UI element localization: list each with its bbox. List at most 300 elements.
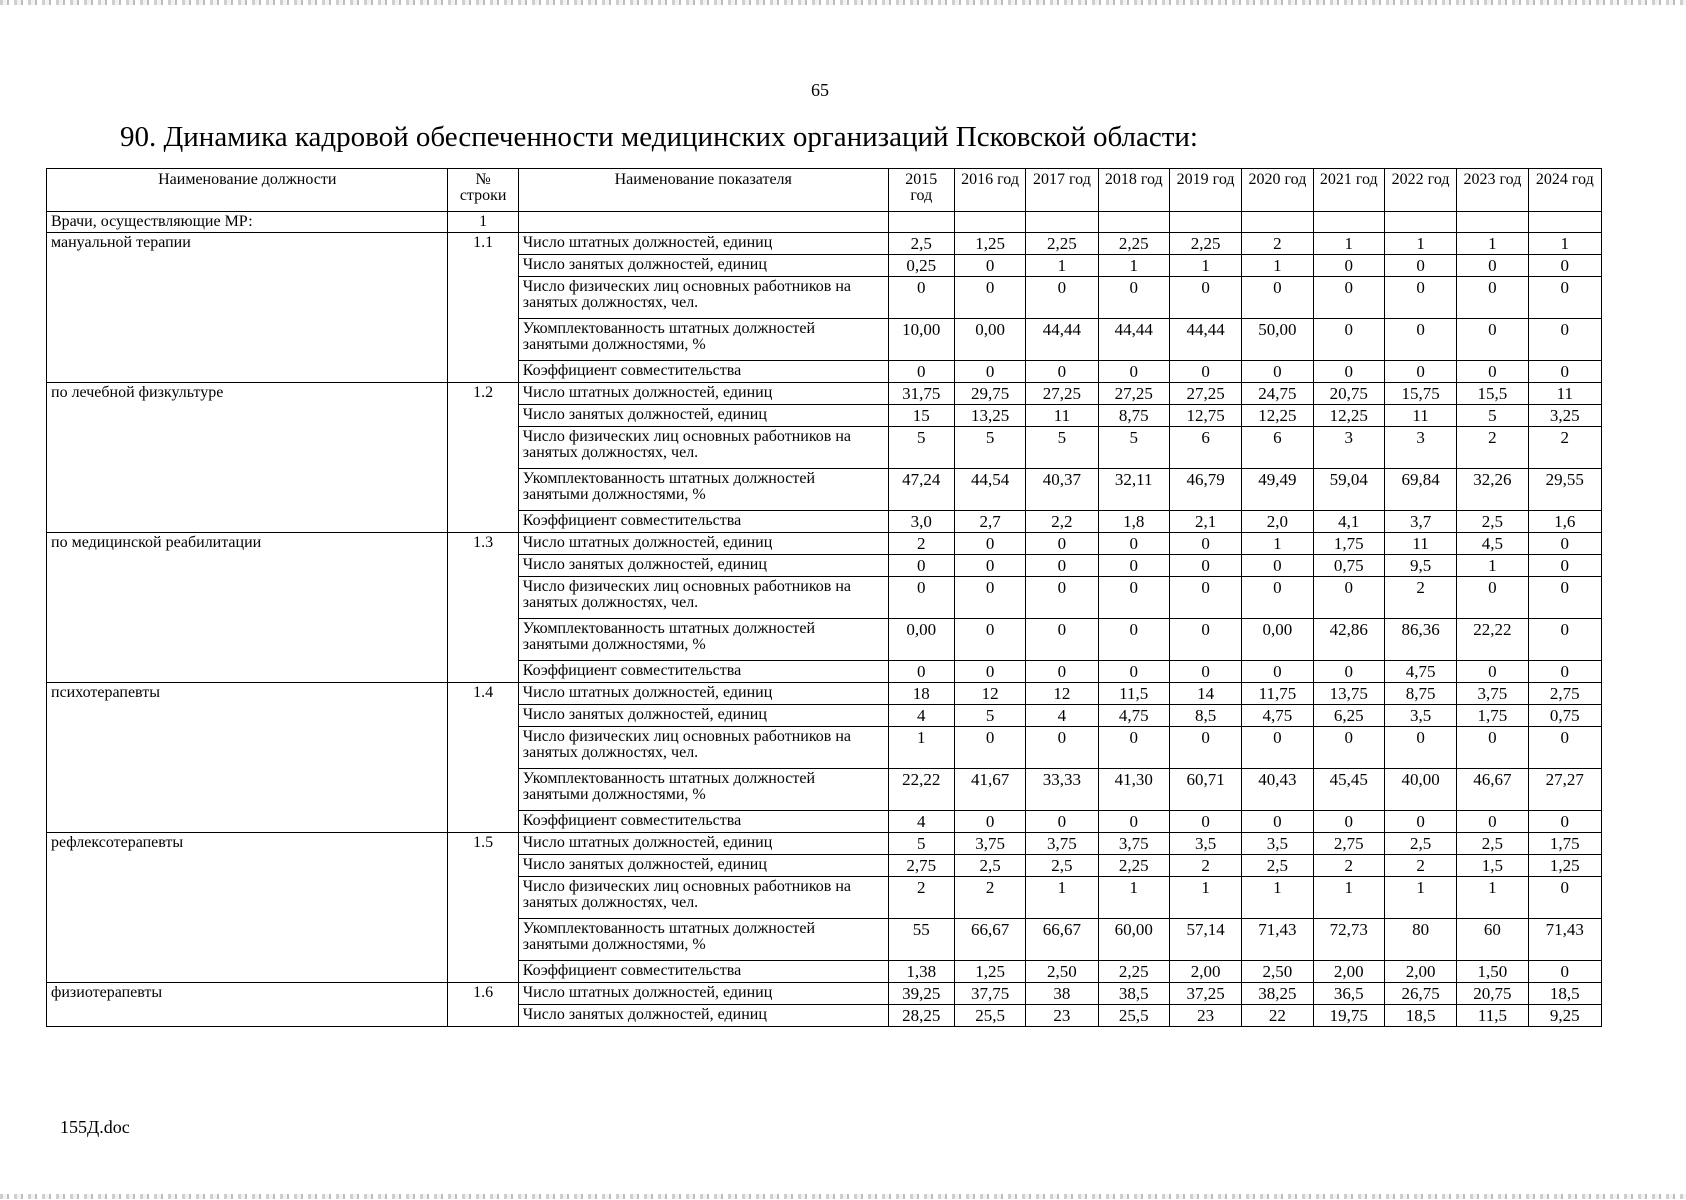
value-cell: 24,75	[1242, 383, 1313, 405]
value-cell: 2,25	[1098, 961, 1169, 983]
value-cell: 9,25	[1528, 1005, 1601, 1027]
value-cell: 0	[1026, 619, 1098, 661]
table-body	[47, 212, 1602, 1027]
empty-cell	[1528, 212, 1601, 233]
value-cell: 2,00	[1384, 961, 1456, 983]
position-name: мануальной терапии	[47, 233, 448, 383]
value-cell: 2,5	[888, 233, 954, 255]
value-cell: 1	[1457, 555, 1528, 577]
value-cell: 12	[954, 683, 1025, 705]
value-cell: 25,5	[1098, 1005, 1169, 1027]
value-cell: 1	[888, 727, 954, 769]
value-cell: 2	[1457, 427, 1528, 469]
value-cell: 0	[1098, 533, 1169, 555]
value-cell: 5	[954, 705, 1025, 727]
indicator-label: Число занятых должностей, единиц	[518, 1005, 888, 1027]
value-cell: 2,2	[1026, 511, 1098, 533]
value-cell: 1,25	[954, 233, 1025, 255]
empty-cell	[888, 212, 954, 233]
value-cell: 5	[888, 833, 954, 855]
indicator-label: Число физических лиц основных работников на занятых должностях, чел.	[518, 277, 888, 319]
value-cell: 0	[954, 811, 1025, 833]
value-cell: 2,5	[1384, 833, 1456, 855]
value-cell: 2	[888, 533, 954, 555]
value-cell: 41,30	[1098, 769, 1169, 811]
indicator-label: Число физических лиц основных работников на занятых должностях, чел.	[518, 577, 888, 619]
value-cell: 0	[1313, 277, 1384, 319]
indicator-label: Число физических лиц основных работников на занятых должностях, чел.	[518, 427, 888, 469]
value-cell: 0	[954, 533, 1025, 555]
header-year: 2016 год	[954, 169, 1025, 212]
value-cell: 0	[1026, 277, 1098, 319]
value-cell: 0	[1026, 361, 1098, 383]
indicator-label: Число занятых должностей, единиц	[518, 705, 888, 727]
value-cell: 0	[1384, 319, 1456, 361]
row-code: 1.4	[448, 683, 518, 833]
value-cell: 18,5	[1384, 1005, 1456, 1027]
value-cell: 0	[1528, 555, 1601, 577]
value-cell: 2,7	[954, 511, 1025, 533]
value-cell: 1,50	[1457, 961, 1528, 983]
value-cell: 0	[954, 277, 1025, 319]
value-cell: 0	[1384, 361, 1456, 383]
table-row	[47, 533, 1602, 555]
value-cell: 1	[1528, 233, 1601, 255]
value-cell: 0	[1457, 277, 1528, 319]
indicator-label: Коэффициент совместительства	[518, 811, 888, 833]
value-cell: 0	[888, 361, 954, 383]
value-cell: 1,25	[954, 961, 1025, 983]
value-cell: 0	[1242, 577, 1313, 619]
value-cell: 0	[1528, 811, 1601, 833]
value-cell: 26,75	[1384, 983, 1456, 1005]
value-cell: 15,75	[1384, 383, 1456, 405]
value-cell: 0	[954, 255, 1025, 277]
header-year: 2021 год	[1313, 169, 1384, 212]
value-cell: 1	[1313, 233, 1384, 255]
indicator-label: Число штатных должностей, единиц	[518, 833, 888, 855]
value-cell: 57,14	[1169, 919, 1241, 961]
value-cell: 3	[1384, 427, 1456, 469]
value-cell: 1	[1026, 877, 1098, 919]
position-name: психотерапевты	[47, 683, 448, 833]
value-cell: 22	[1242, 1005, 1313, 1027]
value-cell: 2,5	[1457, 833, 1528, 855]
value-cell: 2,75	[1528, 683, 1601, 705]
value-cell: 2	[954, 877, 1025, 919]
value-cell: 1,75	[1528, 833, 1601, 855]
value-cell: 3,0	[888, 511, 954, 533]
value-cell: 5	[954, 427, 1025, 469]
value-cell: 22,22	[888, 769, 954, 811]
value-cell: 12,25	[1242, 405, 1313, 427]
empty-cell	[1026, 212, 1098, 233]
value-cell: 0	[1313, 255, 1384, 277]
value-cell: 32,26	[1457, 469, 1528, 511]
value-cell: 3,25	[1528, 405, 1601, 427]
value-cell: 8,5	[1169, 705, 1241, 727]
value-cell: 71,43	[1242, 919, 1313, 961]
value-cell: 0	[1169, 577, 1241, 619]
value-cell: 0	[1098, 277, 1169, 319]
table-header-row	[47, 169, 1602, 212]
value-cell: 0	[1026, 577, 1098, 619]
header-year: 2017 год	[1026, 169, 1098, 212]
indicator-label: Число штатных должностей, единиц	[518, 383, 888, 405]
empty-cell	[1313, 212, 1384, 233]
value-cell: 41,67	[954, 769, 1025, 811]
value-cell: 1	[1457, 877, 1528, 919]
row-code: 1.5	[448, 833, 518, 983]
empty-cell	[1098, 212, 1169, 233]
value-cell: 0	[1098, 619, 1169, 661]
empty-cell	[518, 212, 888, 233]
value-cell: 0	[1313, 727, 1384, 769]
value-cell: 0	[888, 661, 954, 683]
value-cell: 1,6	[1528, 511, 1601, 533]
value-cell: 80	[1384, 919, 1456, 961]
value-cell: 0	[1528, 961, 1601, 983]
value-cell: 1	[1457, 233, 1528, 255]
value-cell: 44,44	[1169, 319, 1241, 361]
value-cell: 0	[888, 277, 954, 319]
value-cell: 18,5	[1528, 983, 1601, 1005]
value-cell: 0	[1528, 361, 1601, 383]
value-cell: 1	[1242, 533, 1313, 555]
position-name: рефлексотерапевты	[47, 833, 448, 983]
value-cell: 10,00	[888, 319, 954, 361]
indicator-label: Укомплектованность штатных должностей занятыми должностями, %	[518, 319, 888, 361]
value-cell: 15,5	[1457, 383, 1528, 405]
value-cell: 40,37	[1026, 469, 1098, 511]
value-cell: 3,5	[1242, 833, 1313, 855]
value-cell: 0	[1457, 361, 1528, 383]
value-cell: 1	[1169, 255, 1241, 277]
value-cell: 55	[888, 919, 954, 961]
value-cell: 0	[954, 619, 1025, 661]
value-cell: 0	[1026, 811, 1098, 833]
value-cell: 12,25	[1313, 405, 1384, 427]
table-row	[47, 833, 1602, 855]
group-code: 1	[448, 212, 518, 233]
value-cell: 0	[1528, 619, 1601, 661]
value-cell: 0	[1457, 319, 1528, 361]
indicator-label: Число штатных должностей, единиц	[518, 683, 888, 705]
value-cell: 60,00	[1098, 919, 1169, 961]
value-cell: 40,00	[1384, 769, 1456, 811]
value-cell: 19,75	[1313, 1005, 1384, 1027]
value-cell: 2,1	[1169, 511, 1241, 533]
value-cell: 1,5	[1457, 855, 1528, 877]
table-row	[47, 683, 1602, 705]
value-cell: 44,44	[1098, 319, 1169, 361]
value-cell: 5	[1098, 427, 1169, 469]
table-row	[47, 233, 1602, 255]
value-cell: 46,79	[1169, 469, 1241, 511]
value-cell: 1	[1384, 233, 1456, 255]
header-year: 2024 год	[1528, 169, 1601, 212]
table-row	[47, 983, 1602, 1005]
value-cell: 0	[1528, 533, 1601, 555]
value-cell: 47,24	[888, 469, 954, 511]
value-cell: 0	[1384, 255, 1456, 277]
empty-cell	[1457, 212, 1528, 233]
value-cell: 38,25	[1242, 983, 1313, 1005]
value-cell: 2	[888, 877, 954, 919]
value-cell: 13,25	[954, 405, 1025, 427]
value-cell: 0	[1384, 811, 1456, 833]
position-name: по медицинской реабилитации	[47, 533, 448, 683]
value-cell: 2,25	[1026, 233, 1098, 255]
staffing-table	[46, 168, 1602, 1027]
value-cell: 22,22	[1457, 619, 1528, 661]
value-cell: 0	[1169, 661, 1241, 683]
indicator-label: Коэффициент совместительства	[518, 961, 888, 983]
value-cell: 29,75	[954, 383, 1025, 405]
value-cell: 18	[888, 683, 954, 705]
value-cell: 59,04	[1313, 469, 1384, 511]
value-cell: 31,75	[888, 383, 954, 405]
value-cell: 2	[1384, 855, 1456, 877]
header-year: 2023 год	[1457, 169, 1528, 212]
value-cell: 1	[1169, 877, 1241, 919]
value-cell: 1	[1384, 877, 1456, 919]
value-cell: 12,75	[1169, 405, 1241, 427]
value-cell: 60	[1457, 919, 1528, 961]
value-cell: 2,25	[1098, 233, 1169, 255]
value-cell: 40,43	[1242, 769, 1313, 811]
row-code: 1.3	[448, 533, 518, 683]
value-cell: 4,75	[1098, 705, 1169, 727]
value-cell: 38	[1026, 983, 1098, 1005]
value-cell: 2,00	[1169, 961, 1241, 983]
indicator-label: Число штатных должностей, единиц	[518, 983, 888, 1005]
indicator-label: Укомплектованность штатных должностей занятыми должностями, %	[518, 919, 888, 961]
indicator-label: Число штатных должностей, единиц	[518, 533, 888, 555]
value-cell: 11	[1528, 383, 1601, 405]
value-cell: 66,67	[1026, 919, 1098, 961]
value-cell: 42,86	[1313, 619, 1384, 661]
value-cell: 0	[888, 555, 954, 577]
value-cell: 66,67	[954, 919, 1025, 961]
value-cell: 3,75	[1457, 683, 1528, 705]
value-cell: 0	[1098, 361, 1169, 383]
value-cell: 29,55	[1528, 469, 1601, 511]
value-cell: 0	[1098, 577, 1169, 619]
value-cell: 11,5	[1098, 683, 1169, 705]
value-cell: 3,7	[1384, 511, 1456, 533]
value-cell: 0	[1242, 555, 1313, 577]
value-cell: 8,75	[1098, 405, 1169, 427]
value-cell: 2,0	[1242, 511, 1313, 533]
value-cell: 0,00	[1242, 619, 1313, 661]
value-cell: 3,75	[954, 833, 1025, 855]
value-cell: 2	[1313, 855, 1384, 877]
value-cell: 0	[1313, 361, 1384, 383]
value-cell: 11,75	[1242, 683, 1313, 705]
value-cell: 5	[1457, 405, 1528, 427]
value-cell: 1	[1098, 255, 1169, 277]
value-cell: 1,38	[888, 961, 954, 983]
value-cell: 0	[954, 555, 1025, 577]
value-cell: 3,5	[1384, 705, 1456, 727]
value-cell: 3,75	[1026, 833, 1098, 855]
indicator-label: Коэффициент совместительства	[518, 511, 888, 533]
value-cell: 2,5	[954, 855, 1025, 877]
value-cell: 69,84	[1384, 469, 1456, 511]
value-cell: 1,25	[1528, 855, 1601, 877]
value-cell: 39,25	[888, 983, 954, 1005]
group-row	[47, 212, 1602, 233]
value-cell: 2,50	[1026, 961, 1098, 983]
value-cell: 0	[954, 577, 1025, 619]
header-year: 2019 год	[1169, 169, 1241, 212]
value-cell: 2	[1384, 577, 1456, 619]
value-cell: 6,25	[1313, 705, 1384, 727]
value-cell: 0	[1313, 319, 1384, 361]
value-cell: 1,8	[1098, 511, 1169, 533]
header-position: Наименование должности	[47, 169, 448, 212]
value-cell: 0,00	[954, 319, 1025, 361]
value-cell: 0	[1457, 577, 1528, 619]
value-cell: 0	[1528, 661, 1601, 683]
value-cell: 13,75	[1313, 683, 1384, 705]
header-year: 2018 год	[1098, 169, 1169, 212]
value-cell: 0	[1098, 661, 1169, 683]
header-year: 2020 год	[1242, 169, 1313, 212]
indicator-label: Число занятых должностей, единиц	[518, 405, 888, 427]
row-code: 1.1	[448, 233, 518, 383]
header-indicator: Наименование показателя	[518, 169, 888, 212]
value-cell: 1	[1098, 877, 1169, 919]
value-cell: 0	[1384, 727, 1456, 769]
value-cell: 0	[1313, 661, 1384, 683]
value-cell: 0	[888, 577, 954, 619]
value-cell: 0	[1457, 727, 1528, 769]
value-cell: 2,5	[1242, 855, 1313, 877]
value-cell: 1,75	[1313, 533, 1384, 555]
indicator-label: Число штатных должностей, единиц	[518, 233, 888, 255]
value-cell: 4	[1026, 705, 1098, 727]
indicator-label: Укомплектованность штатных должностей занятыми должностями, %	[518, 619, 888, 661]
value-cell: 0	[954, 361, 1025, 383]
value-cell: 32,11	[1098, 469, 1169, 511]
row-code: 1.2	[448, 383, 518, 533]
value-cell: 3	[1313, 427, 1384, 469]
value-cell: 27,25	[1098, 383, 1169, 405]
value-cell: 0	[1169, 727, 1241, 769]
value-cell: 1	[1313, 877, 1384, 919]
value-cell: 27,25	[1026, 383, 1098, 405]
indicator-label: Коэффициент совместительства	[518, 661, 888, 683]
value-cell: 3,5	[1169, 833, 1241, 855]
value-cell: 0	[1169, 533, 1241, 555]
value-cell: 2,50	[1242, 961, 1313, 983]
value-cell: 5	[888, 427, 954, 469]
value-cell: 71,43	[1528, 919, 1601, 961]
value-cell: 23	[1169, 1005, 1241, 1027]
value-cell: 25,5	[954, 1005, 1025, 1027]
group-name: Врачи, осуществляющие МР:	[47, 212, 448, 233]
value-cell: 0	[1098, 811, 1169, 833]
value-cell: 0	[1457, 661, 1528, 683]
value-cell: 0	[1026, 555, 1098, 577]
value-cell: 0	[1313, 577, 1384, 619]
indicator-label: Укомплектованность штатных должностей занятыми должностями, %	[518, 469, 888, 511]
header-year: 2022 год	[1384, 169, 1456, 212]
indicator-label: Число физических лиц основных работников на занятых должностях, чел.	[518, 877, 888, 919]
value-cell: 11	[1384, 405, 1456, 427]
indicator-label: Коэффициент совместительства	[518, 361, 888, 383]
value-cell: 0	[1242, 811, 1313, 833]
value-cell: 2,25	[1169, 233, 1241, 255]
value-cell: 2	[1169, 855, 1241, 877]
position-name: по лечебной физкультуре	[47, 383, 448, 533]
value-cell: 4,5	[1457, 533, 1528, 555]
empty-cell	[1384, 212, 1456, 233]
value-cell: 0	[1098, 727, 1169, 769]
page-number: 65	[811, 80, 829, 100]
value-cell: 49,49	[1242, 469, 1313, 511]
value-cell: 50,00	[1242, 319, 1313, 361]
value-cell: 27,27	[1528, 769, 1601, 811]
indicator-label: Число физических лиц основных работников на занятых должностях, чел.	[518, 727, 888, 769]
value-cell: 36,5	[1313, 983, 1384, 1005]
value-cell: 0	[1169, 277, 1241, 319]
indicator-label: Число занятых должностей, единиц	[518, 555, 888, 577]
value-cell: 27,25	[1169, 383, 1241, 405]
value-cell: 44,54	[954, 469, 1025, 511]
value-cell: 0	[954, 727, 1025, 769]
value-cell: 0,75	[1528, 705, 1601, 727]
scan-edge-top	[0, 0, 1686, 5]
value-cell: 0	[1528, 277, 1601, 319]
value-cell: 37,75	[954, 983, 1025, 1005]
value-cell: 86,36	[1384, 619, 1456, 661]
empty-cell	[1242, 212, 1313, 233]
value-cell: 2	[1528, 427, 1601, 469]
file-name-footer: 155Д.doc	[60, 1117, 130, 1137]
document-title: 90. Динамика кадровой обеспеченности медицинских организаций Псковской области:	[120, 121, 1198, 153]
value-cell: 72,73	[1313, 919, 1384, 961]
value-cell: 45,45	[1313, 769, 1384, 811]
value-cell: 1	[1026, 255, 1098, 277]
value-cell: 0,00	[888, 619, 954, 661]
value-cell: 0	[1457, 811, 1528, 833]
value-cell: 0	[1169, 811, 1241, 833]
indicator-label: Число занятых должностей, единиц	[518, 855, 888, 877]
value-cell: 11	[1026, 405, 1098, 427]
value-cell: 0	[954, 661, 1025, 683]
value-cell: 23	[1026, 1005, 1098, 1027]
value-cell: 2	[1242, 233, 1313, 255]
value-cell: 20,75	[1457, 983, 1528, 1005]
value-cell: 4,1	[1313, 511, 1384, 533]
value-cell: 6	[1242, 427, 1313, 469]
table-row	[47, 383, 1602, 405]
header-year: 2015 год	[888, 169, 954, 212]
value-cell: 0	[1169, 619, 1241, 661]
value-cell: 15	[888, 405, 954, 427]
value-cell: 2,00	[1313, 961, 1384, 983]
value-cell: 28,25	[888, 1005, 954, 1027]
value-cell: 0	[1026, 661, 1098, 683]
value-cell: 60,71	[1169, 769, 1241, 811]
value-cell: 2,75	[888, 855, 954, 877]
value-cell: 2,5	[1026, 855, 1098, 877]
value-cell: 4,75	[1384, 661, 1456, 683]
position-name: физиотерапевты	[47, 983, 448, 1027]
